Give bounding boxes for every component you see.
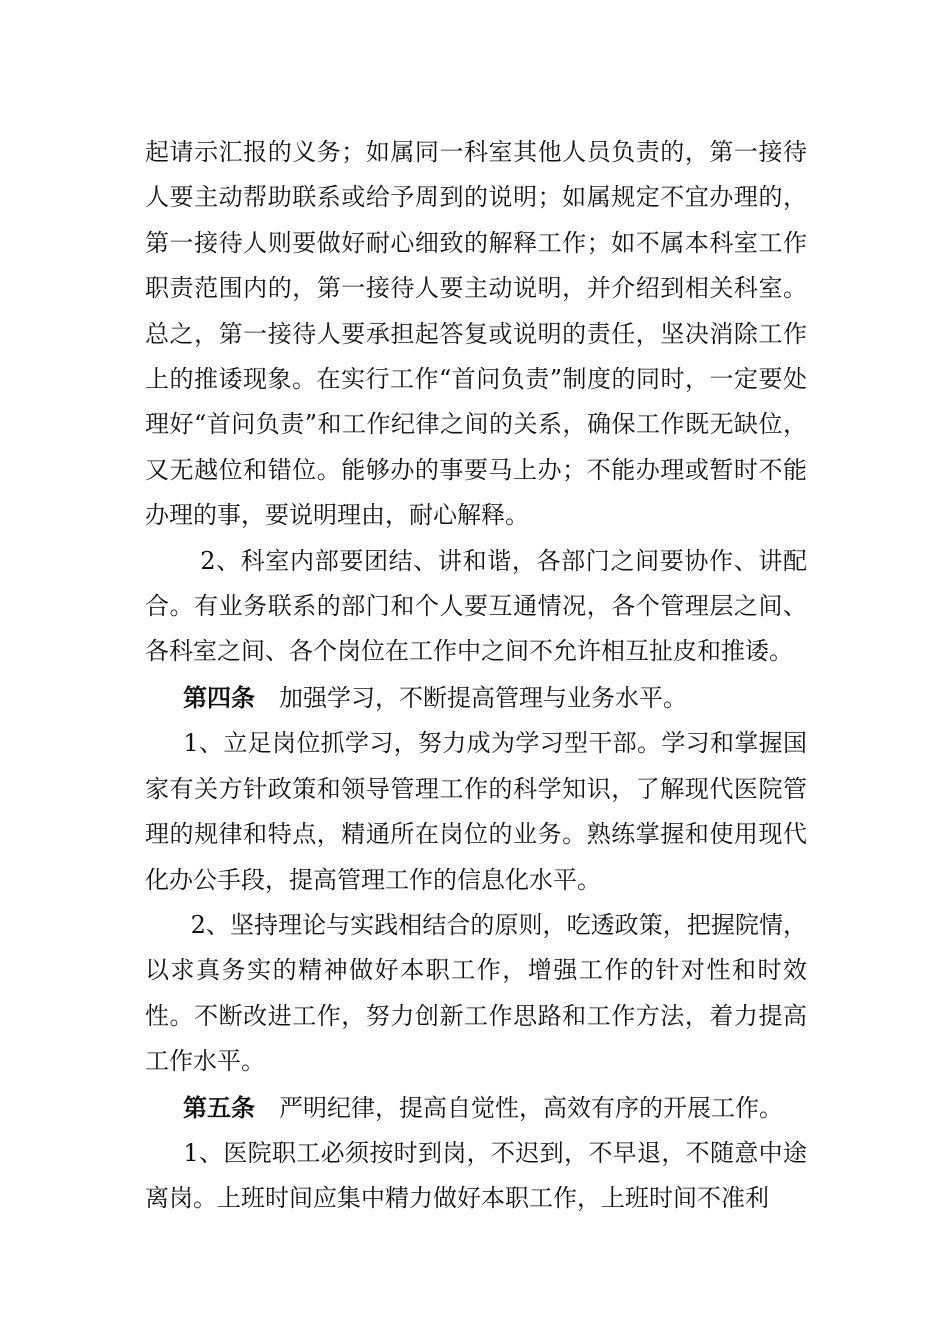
article-4-heading: 第四条 bbox=[183, 682, 255, 712]
article-4 bbox=[145, 675, 807, 721]
paragraph-item-1-attendance: 1、医院职工必须按时到岗，不迟到，不早退，不随意中途离岗。上班时间应集中精力做好本职工作，上班时间不准利 bbox=[145, 1138, 807, 1213]
document-body bbox=[145, 130, 807, 1222]
article-5 bbox=[145, 1085, 807, 1131]
paragraph-item-2-cooperation: 2、科室内部要团结、讲和谐，各部门之间要协作、讲配合。有业务联系的部门和个人要互通情况，各个管理层之间、各科室之间、各个岗位在工作中之间不允许相互扯皮和推诿。 bbox=[145, 546, 807, 666]
paragraph-item-2-practice: 2、坚持理论与实践相结合的原则，吃透政策，把握院情，以求真务实的精神做好本职工作，增强工作的针对性和时效性。不断改进工作，努力创新工作思路和工作方法，着力提高工作水平。 bbox=[145, 910, 807, 1076]
article-4-title: 加强学习，不断提高管理与业务水平。 bbox=[279, 683, 687, 712]
paragraph-item-1-learning: 1、立足岗位抓学习，努力成为学习型干部。学习和掌握国家有关方针政策和领导管理工作的科学知识，了解现代医院管理的规律和特点，精通所在岗位的业务。熟练掌握和使用现代化办公手段，提高管理工作的信息化水平。 bbox=[145, 729, 807, 894]
article-5-title: 严明纪律，提高自觉性，高效有序的开展工作。 bbox=[279, 1093, 783, 1122]
article-5-heading: 第五条 bbox=[183, 1092, 255, 1122]
paragraph-duty-continuation: 起请示汇报的义务；如属同一科室其他人员负责的，第一接待人要主动帮助联系或给予周到的说明；如属规定不宜办理的，第一接待人则要做好耐心细致的解释工作；如不属本科室工作职责范围内的，第一接待人要主动说明，并介绍到相关科室。总之，第一接待人要承担起答复或说明的责任，坚决消除工作上的推诿现象。在实行工作“首问负责”制度的同时，一定要处理好“首问负责”和工作纪律之间的关系，确保工作既无缺位，又无越位和错位。能够办的事要马上办；不能办理或暂时不能办理的事，要说明理由，耐心解释。 bbox=[145, 138, 807, 530]
